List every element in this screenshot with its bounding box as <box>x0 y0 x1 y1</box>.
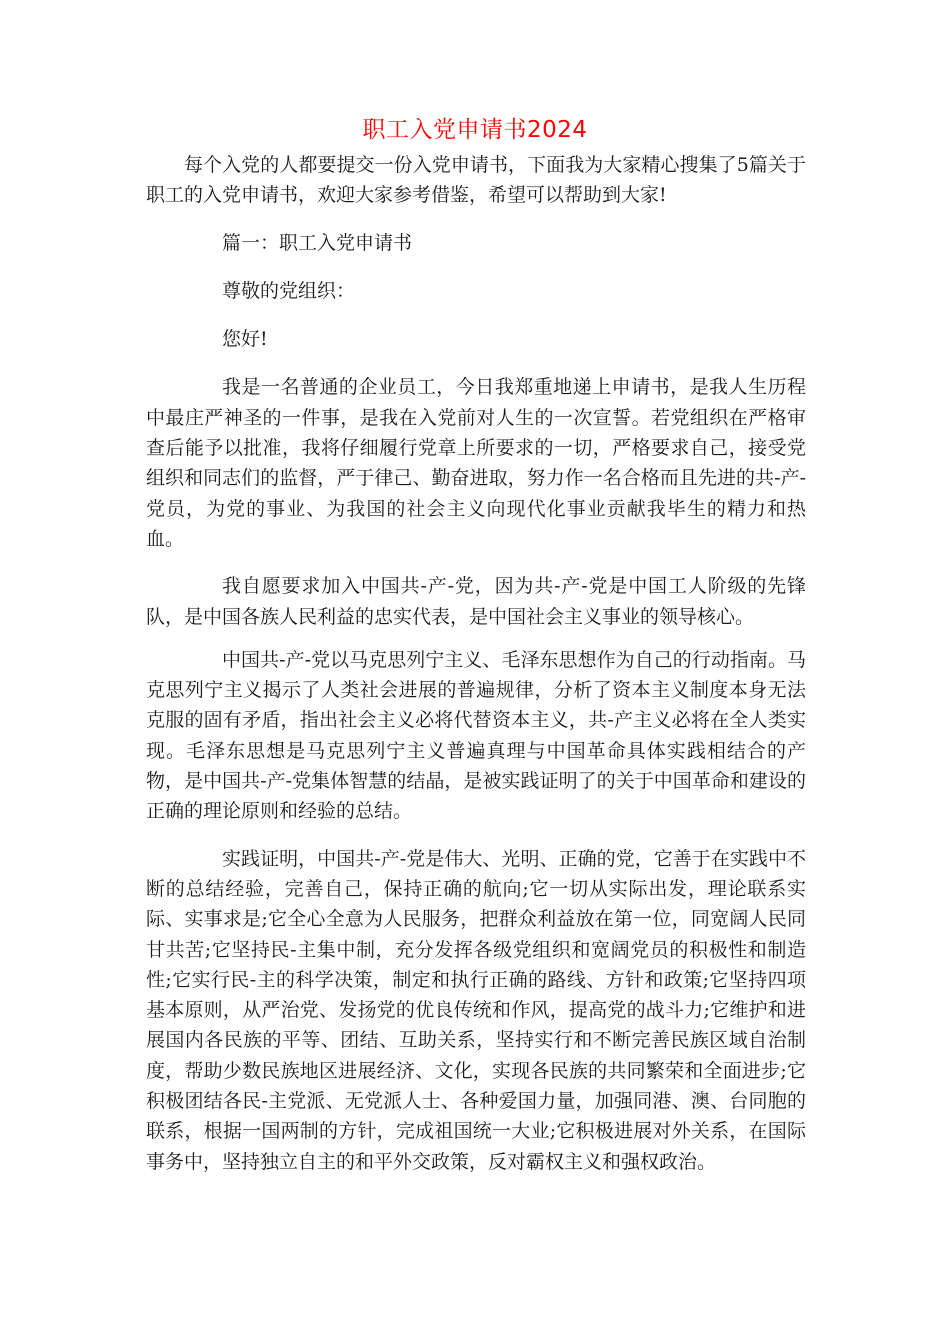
body-paragraph: 中国共-产-党以马克思列宁主义、毛泽东思想作为自己的行动指南。马克思列宁主义揭示了人类社会进展的普遍规律，分析了资本主义制度本身无法克服的固有矛盾，指出社会主义必将代替资本主义，共-产主义必将在全人类实现。毛泽东思想是马克思列宁主义普遍真理与中国革命具体实践相结合的产物，是中国共-产-党集体智慧的结晶，是被实践证明了的关于中国革命和建设的正确的理论原则和经验的总结。 <box>146 648 806 823</box>
greeting: 您好! <box>222 328 268 351</box>
body-paragraph: 我自愿要求加入中国共-产-党，因为共-产-党是中国工人阶级的先锋队，是中国各族人民利益的忠实代表，是中国社会主义事业的领导核心。 <box>146 575 806 628</box>
document-title: 职工入党申请书2024 <box>362 117 588 143</box>
body-paragraph: 我是一名普通的企业员工，今日我郑重地递上申请书，是我人生历程中最庄严神圣的一件事，是我在入党前对人生的一次宣誓。若党组织在严格审查后能予以批准，我将仔细履行党章上所要求的一切，严格要求自己，接受党组织和同志们的监督，严于律己、勤奋进取，努力作一名合格而且先进的共-产-党员，为党的事业、为我国的社会主义向现代化事业贡献我毕生的精力和热血。 <box>146 376 806 550</box>
salutation: 尊敬的党组织： <box>222 279 356 302</box>
document-body <box>146 150 806 1177</box>
section-heading: 篇一：职工入党申请书 <box>222 231 413 254</box>
body-paragraph: 实践证明，中国共-产-党是伟大、光明、正确的党，它善于在实践中不断的总结经验，完善自己，保持正确的航向;它一切从实际出发，理论联系实际、实事求是;它全心全意为人民服务，把群众利益放在第一位，同宽阔人民同甘共苦;它坚持民-主集中制，充分发挥各级党组织和宽阔党员的积极性和制造性;它实行民-主的科学决策，制定和执行正确的路线、方针和政策;它坚持四项基本原则，从严治党、发扬党的优良传统和作风，提高党的战斗力;它维护和进展国内各民族的平等、团结、互助关系，坚持实行和不断完善民族区域自治制度，帮助少数民族地区进展经济、文化，实现各民族的共同繁荣和全面进步;它积极团结各民-主党派、无党派人士、各种爱国力量，加强同港、澳、台同胞的联系，根据一国两制的方针，完成祖国统一大业;它积极进展对外关系，在国际事务中，坚持独立自主的和平外交政策，反对霸权主义和强权政治。 <box>146 847 806 1173</box>
intro-paragraph: 每个入党的人都要提交一份入党申请书，下面我为大家精心搜集了5篇关于职工的入党申请书，欢迎大家参考借鉴，希望可以帮助到大家! <box>146 154 806 207</box>
